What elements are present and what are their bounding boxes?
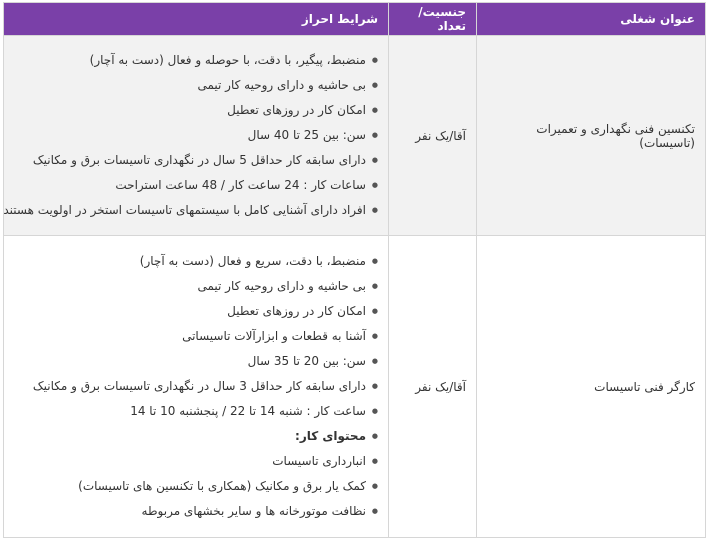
gender-count-cell: آقا/یک نفر: [389, 236, 477, 538]
requirements-list: [4, 249, 388, 524]
requirement-heading: ● محتوای کار:: [4, 424, 378, 449]
requirement-item: ● دارای سابقه کار حداقل 3 سال در نگهداری تاسیسات برق و مکانیک: [4, 374, 378, 399]
header-job-title: عنوان شغلی: [477, 3, 706, 36]
header-requirements: شرایط احراز: [4, 3, 389, 36]
job-table: [3, 2, 706, 538]
requirement-item: ● انبارداری تاسیسات: [4, 449, 378, 474]
header-gender-count: جنسیت/تعداد: [389, 3, 477, 36]
requirement-item: ● بی حاشیه و دارای روحیه کار تیمی: [4, 73, 378, 98]
requirement-item: ● امکان کار در روزهای تعطیل: [4, 299, 378, 324]
table-header-row: [4, 3, 706, 36]
requirements-cell: [4, 36, 389, 236]
requirement-item: ● سن: بین 25 تا 40 سال: [4, 123, 378, 148]
requirement-item: ● ساعات کار : 24 ساعت کار / 48 ساعت استراحت: [4, 173, 378, 198]
requirement-item: ● آشنا به قطعات و ابزارآلات تاسیساتی: [4, 324, 378, 349]
job-title-cell: کارگر فنی تاسیسات: [477, 236, 706, 538]
requirement-item: ● افراد دارای آشنایی کامل با سیستمهای تاسیسات استخر در اولویت هستند: [4, 198, 378, 223]
requirement-item: ● منضبط، پیگیر، با دقت، با حوصله و فعال (دست به آچار): [4, 48, 378, 73]
gender-count-cell: آقا/یک نفر: [389, 36, 477, 236]
requirements-cell: [4, 236, 389, 538]
table-row: [4, 236, 706, 538]
requirement-item: ● دارای سابقه کار حداقل 5 سال در نگهداری تاسیسات برق و مکانیک: [4, 148, 378, 173]
requirement-item: ● امکان کار در روزهای تعطیل: [4, 98, 378, 123]
requirement-item: ● بی حاشیه و دارای روحیه کار تیمی: [4, 274, 378, 299]
requirement-item: ● ساعت کار : شنبه 14 تا 22 / پنجشنبه 10 تا 14: [4, 399, 378, 424]
requirement-item: ● منضبط، با دقت، سریع و فعال (دست به آچار): [4, 249, 378, 274]
requirement-item: ● سن: بین 20 تا 35 سال: [4, 349, 378, 374]
table-row: [4, 36, 706, 236]
requirement-item: ● نظافت موتورخانه ها و سایر بخشهای مربوطه: [4, 499, 378, 524]
job-title-cell: تکنسین فنی نگهداری و تعمیرات (تاسیسات): [477, 36, 706, 236]
requirements-list: [4, 48, 388, 223]
requirement-item: ● کمک یار برق و مکانیک (همکاری با تکنسین های تاسیسات): [4, 474, 378, 499]
